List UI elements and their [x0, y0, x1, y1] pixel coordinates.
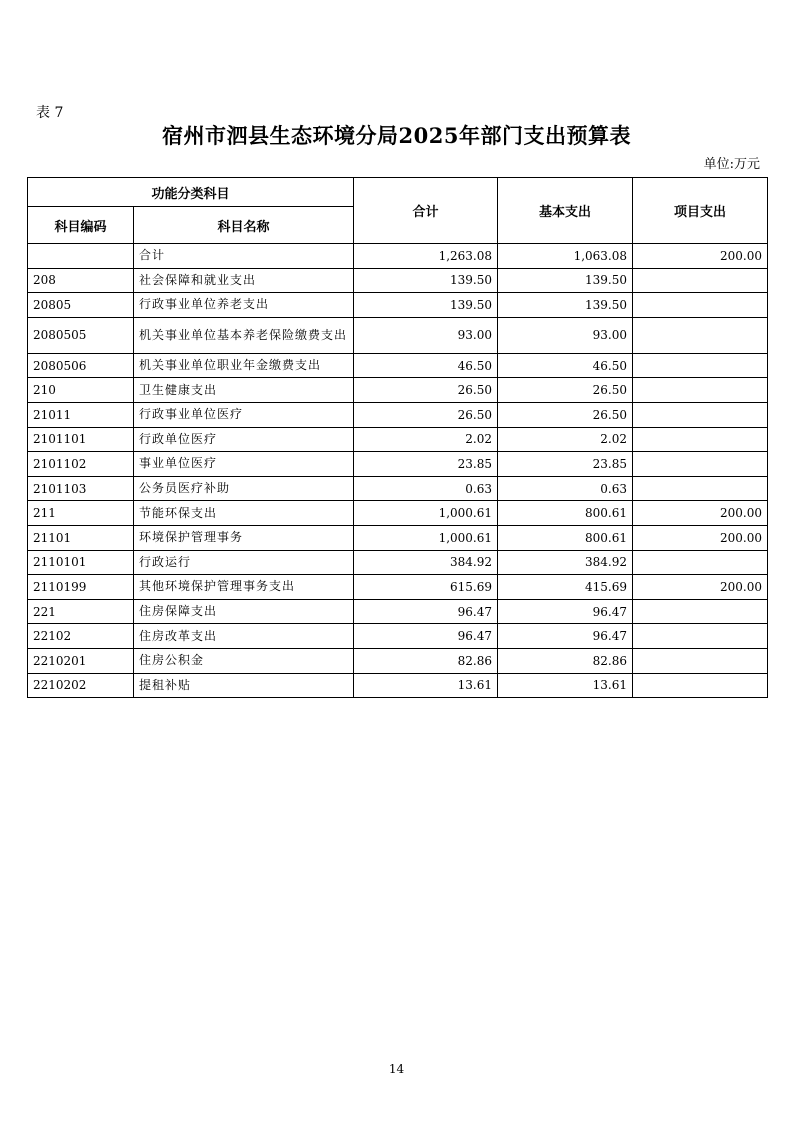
- cell-name: 机关事业单位基本养老保险缴费支出: [134, 317, 354, 353]
- cell-total: 96.47: [354, 624, 498, 649]
- cell-project: 200.00: [633, 501, 768, 526]
- table-row: [28, 427, 768, 452]
- cell-name: 其他环境保护管理事务支出: [134, 575, 354, 600]
- cell-code: 2210202: [28, 673, 134, 698]
- table-row: [28, 476, 768, 501]
- cell-basic: 0.63: [498, 476, 633, 501]
- cell-project: [633, 317, 768, 353]
- cell-name: 机关事业单位职业年金缴费支出: [134, 353, 354, 378]
- cell-code: 2080506: [28, 353, 134, 378]
- cell-code: 210: [28, 378, 134, 403]
- table-row: [28, 293, 768, 318]
- header-code: 科目编码: [28, 207, 134, 244]
- cell-project: [633, 648, 768, 673]
- cell-basic: 800.61: [498, 501, 633, 526]
- cell-code: 22102: [28, 624, 134, 649]
- cell-total: 1,263.08: [354, 244, 498, 269]
- cell-code: 221: [28, 599, 134, 624]
- cell-total: 1,000.61: [354, 501, 498, 526]
- cell-project: [633, 452, 768, 477]
- group-header: 功能分类科目: [28, 178, 354, 207]
- page-title: 宿州市泗县生态环境分局2025年部门支出预算表: [162, 123, 631, 148]
- cell-project: [633, 402, 768, 427]
- table-row: [28, 378, 768, 403]
- table-row: [28, 673, 768, 698]
- cell-code: 2210201: [28, 648, 134, 673]
- cell-name: 社会保障和就业支出: [134, 268, 354, 293]
- cell-total: 82.86: [354, 648, 498, 673]
- cell-code: 21101: [28, 525, 134, 550]
- cell-project: [633, 599, 768, 624]
- cell-code: [28, 244, 134, 269]
- cell-code: 2101102: [28, 452, 134, 477]
- cell-code: 208: [28, 268, 134, 293]
- cell-basic: 26.50: [498, 402, 633, 427]
- cell-basic: 96.47: [498, 599, 633, 624]
- cell-basic: 415.69: [498, 575, 633, 600]
- table-row: [28, 452, 768, 477]
- cell-total: 139.50: [354, 293, 498, 318]
- cell-project: [633, 476, 768, 501]
- cell-name: 行政运行: [134, 550, 354, 575]
- cell-code: 211: [28, 501, 134, 526]
- table-row: [28, 317, 768, 353]
- cell-basic: 800.61: [498, 525, 633, 550]
- header-total: 合计: [354, 178, 498, 244]
- cell-basic: 46.50: [498, 353, 633, 378]
- cell-name: 节能环保支出: [134, 501, 354, 526]
- cell-project: [633, 378, 768, 403]
- cell-code: 21011: [28, 402, 134, 427]
- cell-total: 1,000.61: [354, 525, 498, 550]
- cell-project: 200.00: [633, 575, 768, 600]
- cell-total: 93.00: [354, 317, 498, 353]
- cell-basic: 139.50: [498, 268, 633, 293]
- table-row: [28, 599, 768, 624]
- cell-total: 26.50: [354, 378, 498, 403]
- cell-project: [633, 550, 768, 575]
- cell-project: [633, 427, 768, 452]
- cell-code: 2101103: [28, 476, 134, 501]
- table-row: [28, 550, 768, 575]
- cell-basic: 139.50: [498, 293, 633, 318]
- table-row: [28, 648, 768, 673]
- cell-name: 行政事业单位养老支出: [134, 293, 354, 318]
- cell-code: 2080505: [28, 317, 134, 353]
- cell-project: [633, 624, 768, 649]
- cell-total: 2.02: [354, 427, 498, 452]
- cell-name: 环境保护管理事务: [134, 525, 354, 550]
- table-row: [28, 624, 768, 649]
- cell-total: 13.61: [354, 673, 498, 698]
- cell-name: 提租补贴: [134, 673, 354, 698]
- cell-code: 2110199: [28, 575, 134, 600]
- table-row: [28, 353, 768, 378]
- cell-basic: 96.47: [498, 624, 633, 649]
- cell-basic: 1,063.08: [498, 244, 633, 269]
- cell-project: [633, 353, 768, 378]
- unit-label: 单位:万元: [703, 157, 760, 172]
- cell-name: 公务员医疗补助: [134, 476, 354, 501]
- table-row: [28, 501, 768, 526]
- table-row: [28, 575, 768, 600]
- cell-total: 384.92: [354, 550, 498, 575]
- cell-name: 行政事业单位医疗: [134, 402, 354, 427]
- cell-total: 26.50: [354, 402, 498, 427]
- cell-code: 2110101: [28, 550, 134, 575]
- cell-code: 2101101: [28, 427, 134, 452]
- cell-basic: 26.50: [498, 378, 633, 403]
- cell-project: [633, 293, 768, 318]
- cell-name: 住房公积金: [134, 648, 354, 673]
- cell-project: [633, 673, 768, 698]
- cell-name: 住房保障支出: [134, 599, 354, 624]
- cell-project: 200.00: [633, 525, 768, 550]
- cell-basic: 13.61: [498, 673, 633, 698]
- cell-name: 合计: [134, 244, 354, 269]
- cell-name: 住房改革支出: [134, 624, 354, 649]
- table-label: 表 7: [36, 105, 64, 121]
- cell-name: 卫生健康支出: [134, 378, 354, 403]
- cell-total: 96.47: [354, 599, 498, 624]
- cell-basic: 384.92: [498, 550, 633, 575]
- cell-code: 20805: [28, 293, 134, 318]
- table-row: [28, 525, 768, 550]
- cell-basic: 2.02: [498, 427, 633, 452]
- page-number: 14: [388, 1062, 405, 1076]
- cell-basic: 23.85: [498, 452, 633, 477]
- cell-total: 139.50: [354, 268, 498, 293]
- cell-total: 0.63: [354, 476, 498, 501]
- table-row: [28, 402, 768, 427]
- header-basic: 基本支出: [498, 178, 633, 244]
- budget-table: [27, 177, 768, 698]
- cell-name: 行政单位医疗: [134, 427, 354, 452]
- header-project: 项目支出: [633, 178, 768, 244]
- cell-project: 200.00: [633, 244, 768, 269]
- cell-project: [633, 268, 768, 293]
- cell-basic: 82.86: [498, 648, 633, 673]
- cell-total: 615.69: [354, 575, 498, 600]
- header-name: 科目名称: [134, 207, 354, 244]
- table-row: [28, 268, 768, 293]
- cell-basic: 93.00: [498, 317, 633, 353]
- cell-total: 46.50: [354, 353, 498, 378]
- table-row: [28, 244, 768, 269]
- cell-total: 23.85: [354, 452, 498, 477]
- cell-name: 事业单位医疗: [134, 452, 354, 477]
